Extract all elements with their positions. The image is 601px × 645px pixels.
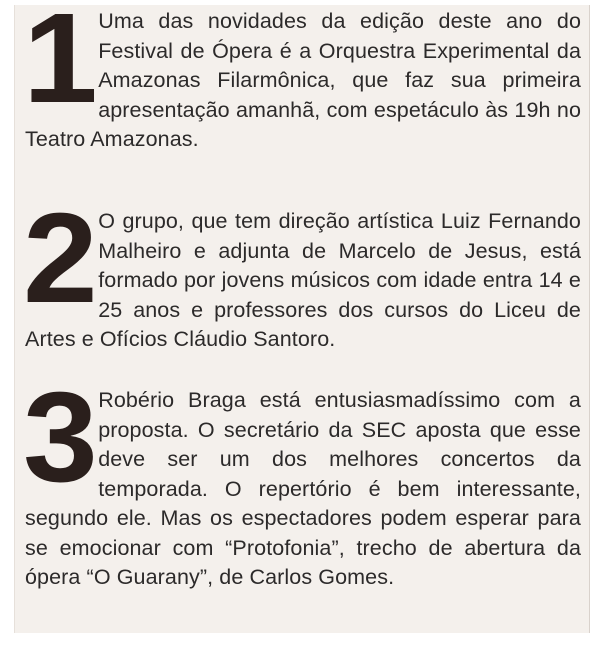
numbered-paragraph-3 — [23, 366, 581, 593]
paragraph-number-2: 2 — [23, 187, 96, 330]
newspaper-clipping — [14, 0, 590, 633]
paragraph-text-3: Robério Braga está entusiasmadíssimo com a proposta. O secretário da SEC aposta que esse deve ser um dos melhores concertos da temporada. O repertório é bem interessante, segundo ele. Mas os espectadores podem esperar para se emocionar com “Protofonia”, trecho de abertura da ópera “O Guarany”, de Carlos Gomes. — [25, 388, 581, 589]
paragraph-text-2: O grupo, que tem direção artística Luiz Fernando Malheiro e adjunta de Marcelo de Jesus, está formado por jovens músicos com idade entra 14 e 25 anos e professores dos cursos do Liceu de Artes e Ofícios Cláudio Santoro. — [25, 209, 581, 351]
numbered-paragraph-2 — [23, 187, 581, 355]
paragraph-number-1: 1 — [23, 0, 96, 130]
paragraph-text-1: Uma das novidades da edição deste ano do Festival de Ópera é a Orquestra Experimental da Amazonas Filarmônica, que faz sua primeira apresentação amanhã, com espetáculo às 19h no Teatro Amazonas. — [25, 9, 581, 151]
paragraph-number-3: 3 — [23, 366, 96, 509]
numbered-paragraph-1 — [23, 0, 581, 155]
